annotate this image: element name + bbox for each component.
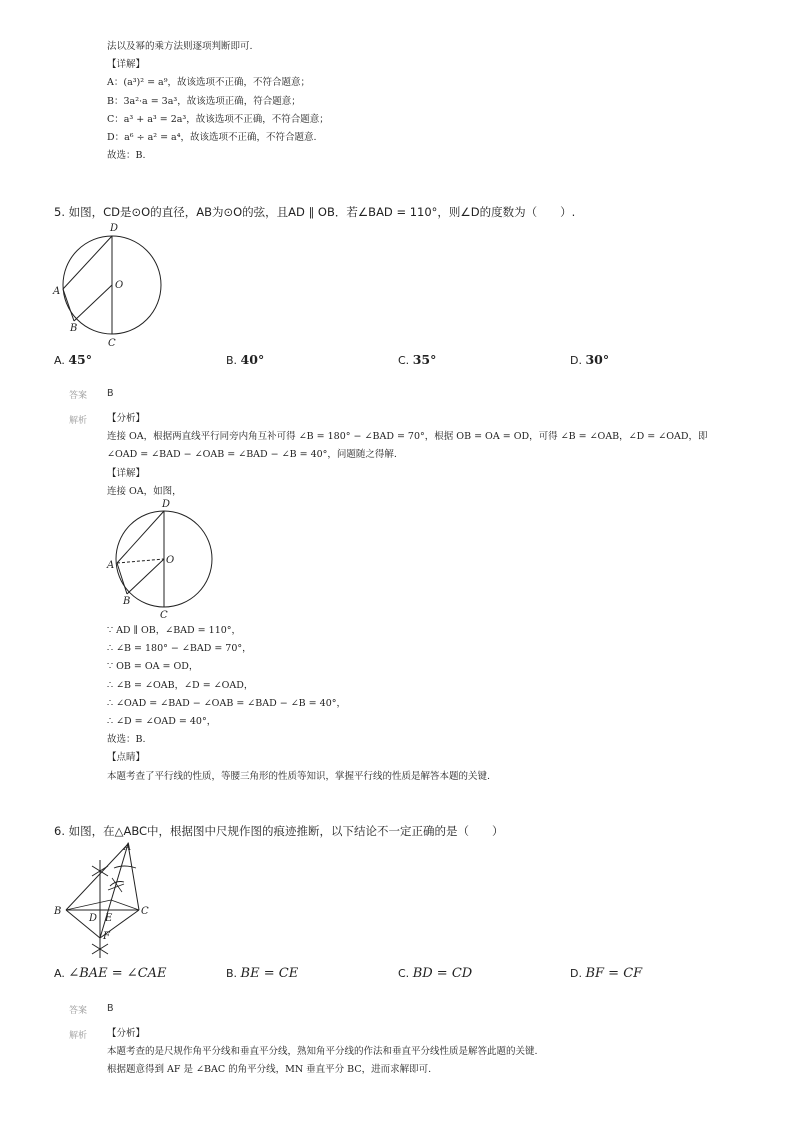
- text-line: 法以及幂的乘方法则逐项判断即可.: [107, 41, 253, 52]
- text-line: 【点睛】: [107, 752, 146, 764]
- text-line: 连接 OA，如图，: [107, 485, 182, 497]
- q6-option-d: D. BF = CF: [570, 966, 643, 981]
- q5-option-b: B. 40°: [226, 352, 265, 367]
- text-line: ∵ OB = OA = OD，: [107, 661, 199, 673]
- label-o: O: [166, 555, 175, 566]
- text-line: ∵ AD ∥ OB，∠BAD = 110°，: [107, 625, 242, 636]
- text-line: A：(a³)² = a⁹，故该选项不正确，不符合题意；: [107, 77, 311, 89]
- q6-stem: 6. 如图，在△ABC中，根据图中尺规作图的痕迹推断，以下结论不一定正确的是（ ）: [54, 824, 504, 838]
- text-line: ∴ ∠B = ∠OAB，∠D = ∠OAD，: [107, 679, 254, 691]
- text-line: D：a⁶ ÷ a² = a⁴，故该选项不正确，不符合题意.: [107, 132, 317, 144]
- q6-option-c: C. BD = CD: [398, 966, 473, 981]
- text-line: 根据题意得到 AF 是 ∠BAC 的角平分线，MN 垂直平分 BC，进而求解即可.: [107, 1064, 432, 1076]
- text-line: 【详解】: [107, 59, 146, 71]
- label-d: D: [162, 499, 171, 510]
- label-c: C: [108, 338, 116, 349]
- q6-option-a: A. ∠BAE = ∠CAE: [54, 966, 167, 981]
- q5-figure: [50, 222, 180, 352]
- label-c: C: [160, 610, 168, 621]
- label-a: A: [53, 286, 61, 297]
- label-d: D: [110, 223, 119, 234]
- q6-analysis: [107, 1025, 538, 1080]
- text-line: 故选：B.: [107, 734, 146, 746]
- text-line: ∴ ∠B = 180° − ∠BAD = 70°，: [107, 643, 252, 655]
- label-b: B: [70, 323, 78, 334]
- label-e: E: [105, 913, 113, 924]
- q5-answer-label: 答案: [69, 391, 88, 401]
- label-o: O: [115, 280, 124, 291]
- q6-figure: [52, 838, 162, 963]
- q5-analysis-label: 解析: [69, 416, 88, 426]
- text-line: 【分析】: [107, 413, 146, 424]
- text-line: 【分析】: [107, 1028, 146, 1039]
- q6-answer-label: 答案: [69, 1006, 88, 1016]
- label-d: D: [89, 913, 98, 924]
- label-a: A: [124, 842, 132, 853]
- label-f: F: [103, 931, 110, 942]
- label-b: B: [54, 906, 62, 917]
- q5-solution-figure: [104, 497, 224, 622]
- q5-option-d: D. 30°: [570, 352, 610, 367]
- text-line: ∠OAD = ∠BAD − ∠OAB = ∠BAD − ∠B = 40°，问题随之得解.: [107, 449, 397, 461]
- text-line: B：3a²·a = 3a³，故该选项正确，符合题意；: [107, 95, 301, 107]
- q5-stem: 5. 如图，CD是⊙O的直径，AB为⊙O的弦，且AD ∥ OB．若∠BAD = 110°，则∠D的度数为（ ）.: [54, 205, 576, 219]
- q5-option-c: C. 35°: [398, 352, 437, 367]
- q5-answer: B: [107, 388, 114, 399]
- text-line: 故选：B.: [107, 150, 146, 162]
- label-b: B: [123, 596, 131, 607]
- q6-analysis-label: 解析: [69, 1031, 88, 1041]
- text-line: 【详解】: [107, 467, 146, 479]
- text-line: C：a³ + a³ = 2a³，故该选项不正确，不符合题意；: [107, 113, 329, 125]
- prev-solution: [107, 38, 329, 165]
- text-line: 连接 OA，根据两直线平行同旁内角互补可得 ∠B = 180° − ∠BAD = 70°，根据 OB = OA = OD，可得 ∠B = ∠OAB，∠D = ∠OAD，即: [107, 431, 708, 443]
- label-c: C: [141, 906, 149, 917]
- text-line: ∴ ∠OAD = ∠BAD − ∠OAB = ∠BAD − ∠B = 40°，: [107, 697, 346, 709]
- q5-solution-steps: [107, 622, 490, 786]
- q5-option-a: A. 45°: [54, 352, 92, 367]
- text-line: 本题考查了平行线的性质，等腰三角形的性质等知识，掌握平行线的性质是解答本题的关键.: [107, 770, 491, 782]
- text-line: 本题考查的是尺规作角平分线和垂直平分线，熟知角平分线的作法和垂直平分线性质是解答此题的关键.: [107, 1046, 538, 1058]
- q6-option-b: B. BE = CE: [226, 966, 299, 981]
- q5-analysis: [107, 410, 707, 501]
- q6-answer: B: [107, 1003, 114, 1014]
- text-line: ∴ ∠D = ∠OAD = 40°，: [107, 716, 217, 728]
- label-a: A: [107, 560, 115, 571]
